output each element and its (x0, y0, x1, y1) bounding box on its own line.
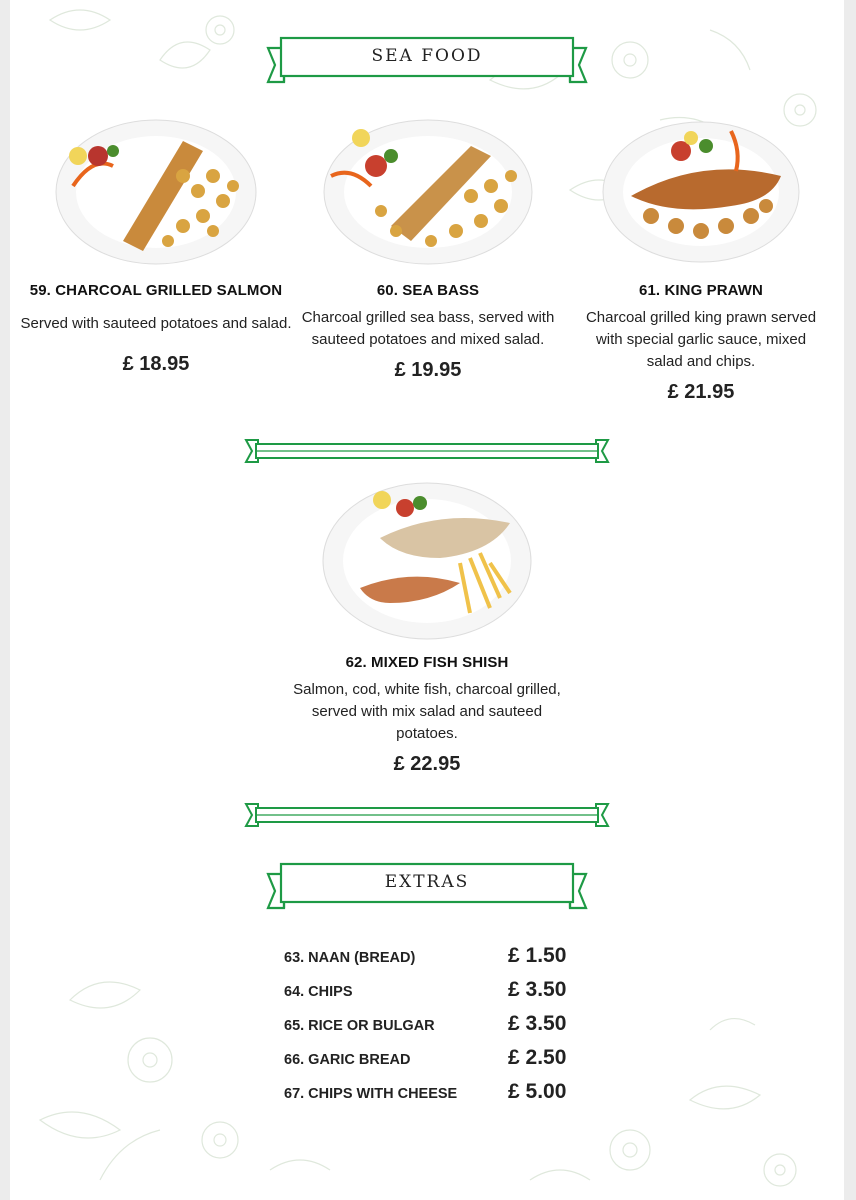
king-prawn-dish-photo (601, 116, 801, 268)
menu-item-price: £ 18.95 (122, 353, 190, 375)
menu-item-61 (578, 116, 824, 404)
section-divider-ribbon (244, 802, 610, 828)
section-divider-ribbon (244, 438, 610, 464)
menu-item-price: £ 21.95 (667, 381, 735, 403)
list-item (284, 974, 584, 1008)
menu-item-62 (292, 478, 562, 776)
extra-item-name: 66. GARIC BREAD (284, 1052, 411, 1068)
menu-item-title: 61. KING PRAWN (639, 282, 763, 299)
extra-item-name: 65. RICE OR BULGAR (284, 1018, 435, 1034)
extra-item-price: £ 3.50 (508, 978, 567, 1001)
menu-item-description: Served with sauteed potatoes and salad. (20, 315, 292, 332)
menu-item-description: Salmon, cod, white fish, charcoal grilled, served with mix salad and sauteed potatoes. (293, 681, 561, 742)
mixed-fish-shish-dish-photo (320, 478, 534, 644)
menu-item-60 (298, 116, 558, 382)
menu-item-title: 62. MIXED FISH SHISH (345, 654, 509, 671)
extras-list (284, 940, 584, 1110)
extras-section-title: EXTRAS (384, 872, 470, 892)
extra-item-price: £ 3.50 (508, 1012, 567, 1035)
menu-item-title: 59. CHARCOAL GRILLED SALMON (29, 282, 283, 299)
seafood-section-banner (266, 36, 588, 88)
extra-item-price: £ 5.00 (508, 1080, 567, 1103)
seafood-section-title: SEA FOOD (371, 46, 483, 66)
menu-item-59 (16, 116, 296, 376)
extra-item-name: 63. NAAN (BREAD) (284, 950, 416, 966)
sea-bass-dish-photo (321, 116, 535, 268)
list-item (284, 1076, 584, 1110)
list-item (284, 1008, 584, 1042)
extra-item-name: 67. CHIPS WITH CHEESE (284, 1086, 458, 1102)
list-item (284, 940, 584, 974)
extra-item-name: 64. CHIPS (284, 984, 353, 1000)
extra-item-price: £ 1.50 (508, 944, 567, 967)
menu-item-price: £ 19.95 (394, 359, 462, 381)
menu-page (10, 0, 844, 1200)
menu-item-title: 60. SEA BASS (376, 282, 480, 299)
list-item (284, 1042, 584, 1076)
menu-item-price: £ 22.95 (393, 753, 461, 775)
salmon-dish-photo (53, 116, 259, 268)
menu-item-description: Charcoal grilled king prawn served with special garlic sauce, mixed salad and chips. (585, 309, 817, 370)
extra-item-price: £ 2.50 (508, 1046, 567, 1069)
extras-section-banner (266, 862, 588, 914)
menu-item-description: Charcoal grilled sea bass, served with sauteed potatoes and mixed salad. (301, 309, 555, 348)
